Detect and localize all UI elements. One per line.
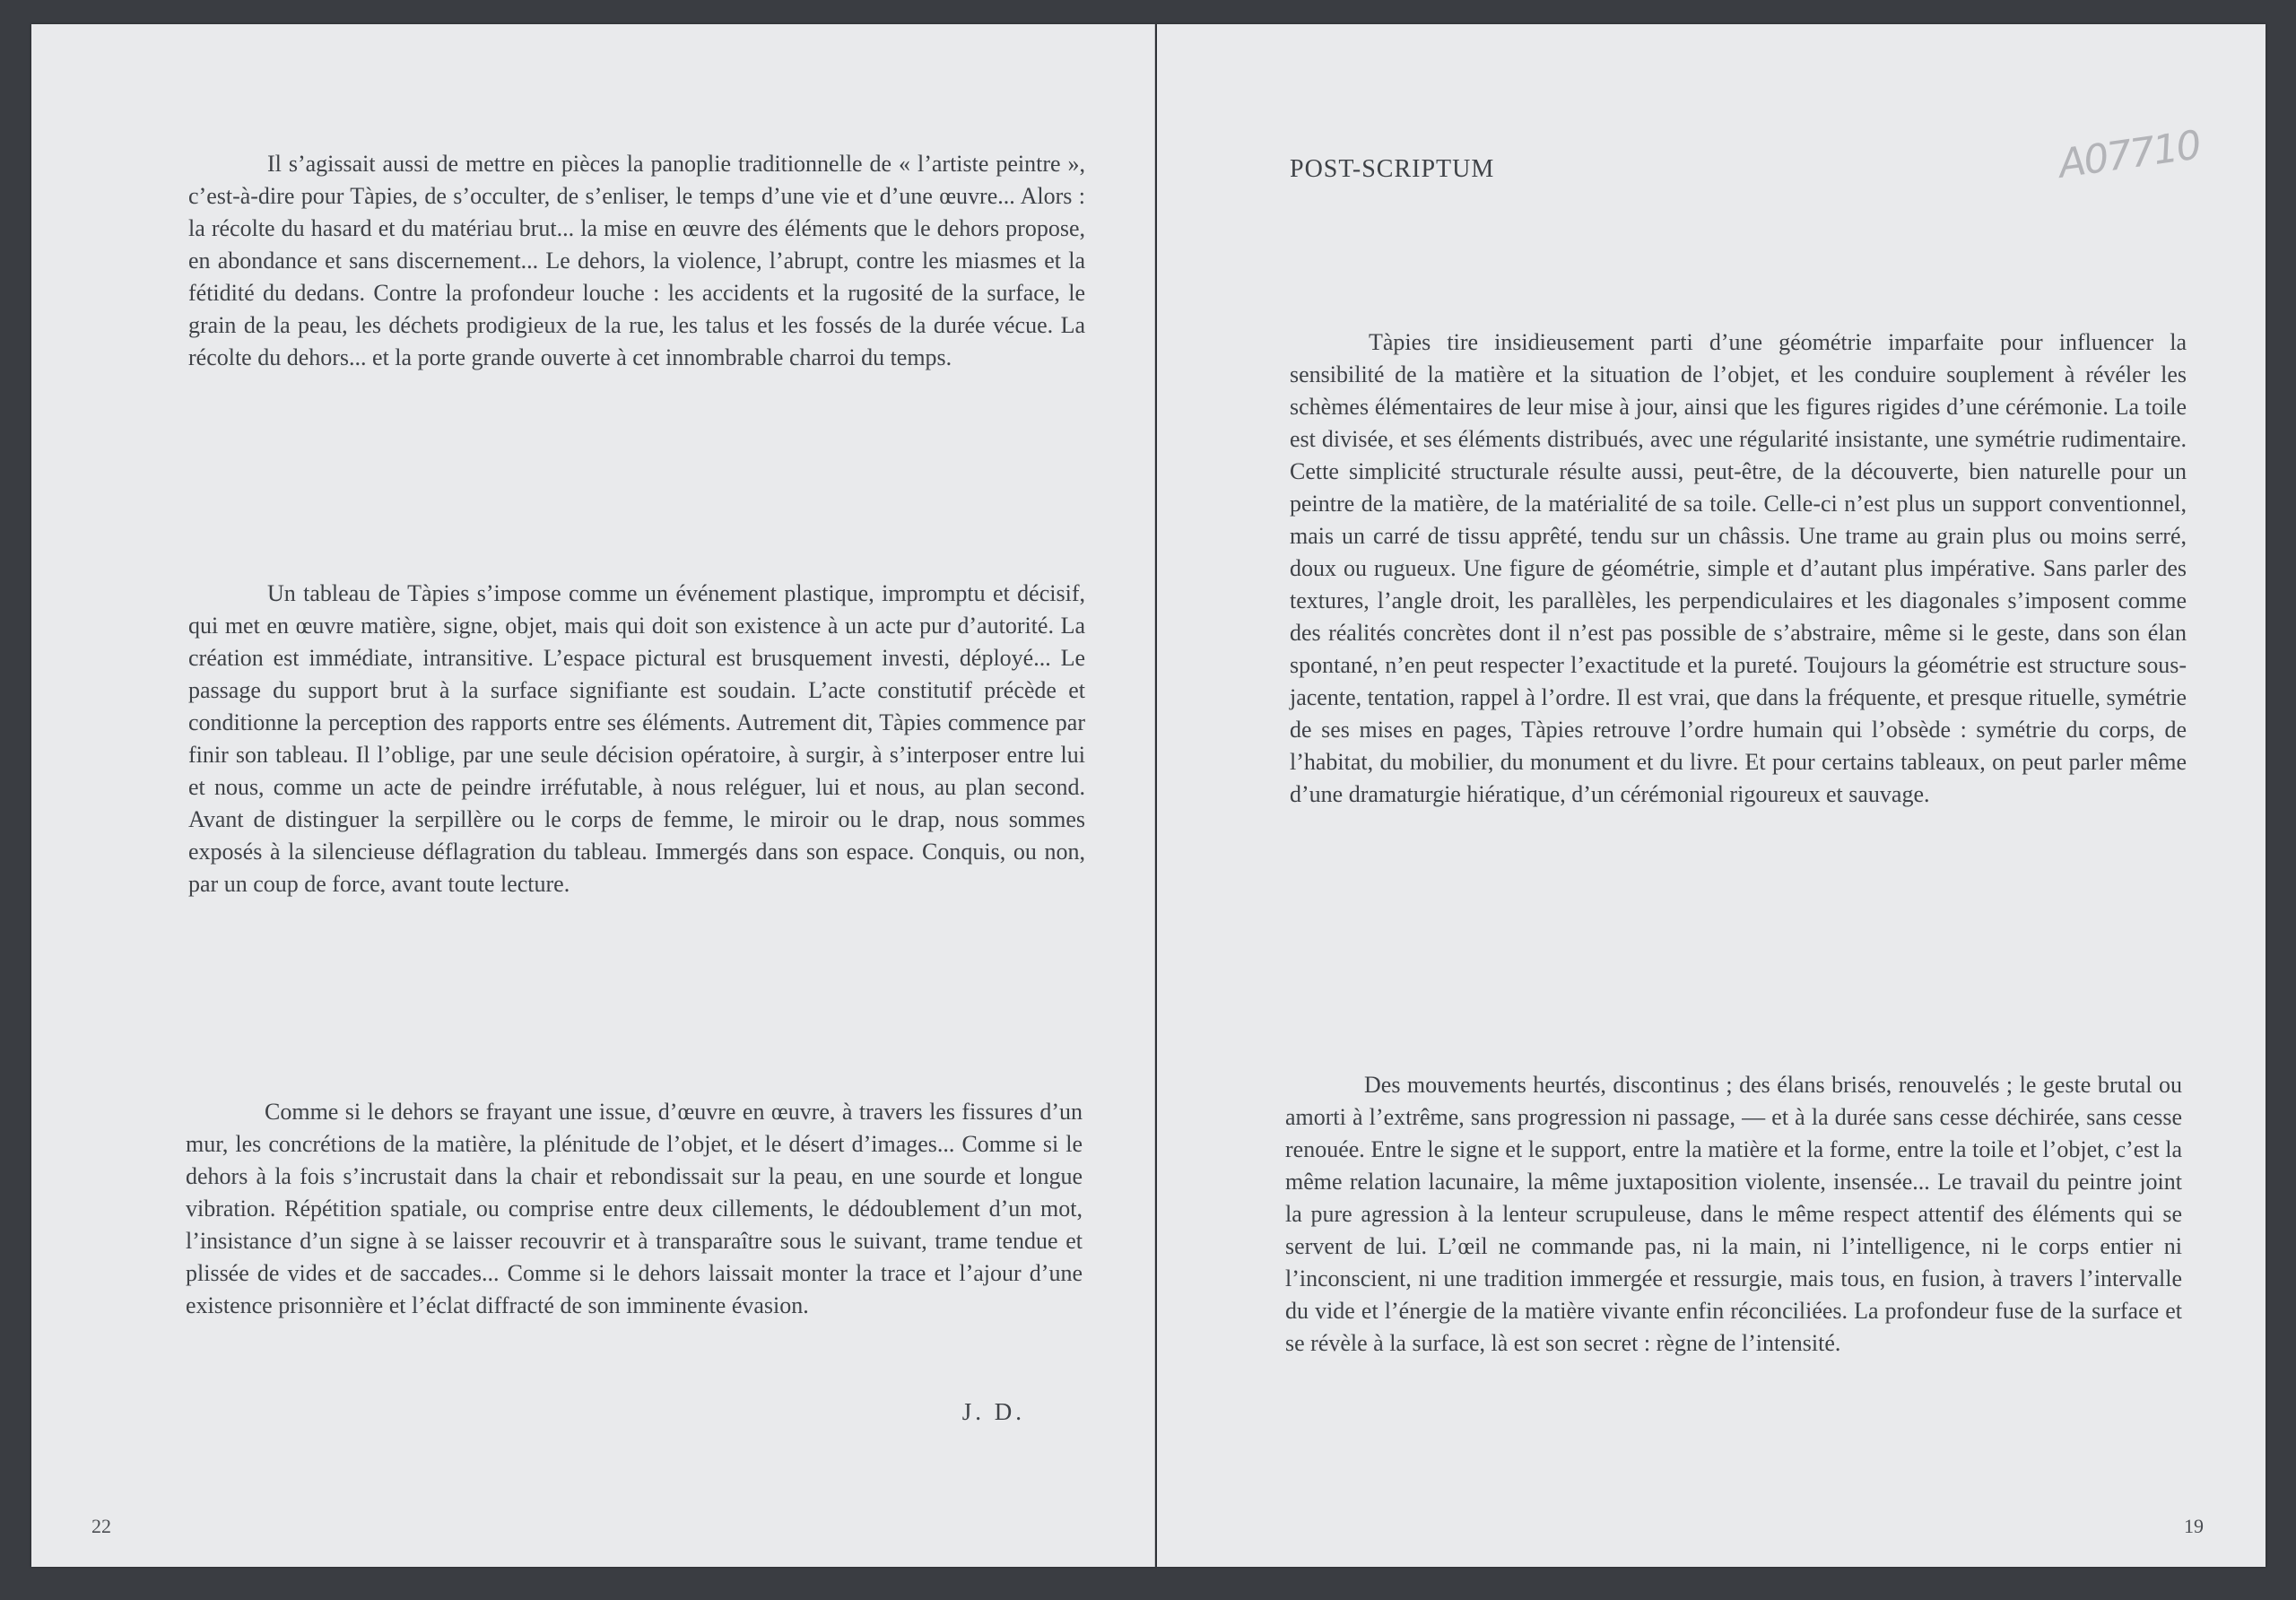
page-number-right: 19	[2184, 1515, 2204, 1537]
right-page	[1157, 24, 2266, 1567]
left-page	[31, 24, 1155, 1567]
left-paragraph-3: Comme si le dehors se frayant une issue, d’œuvre en œuvre, à travers les fissures d’un mur, les concrétions de la matière, la plénitude de l’objet, et le désert d’images... Comme si le dehors à la fois s’incrustait dans la chair et rebondissait sur la peau, en une sourde et longue vibration. Répétition spatiale, ou comprise entre deux cillements, le dédoublement d’un mot, l’insistance d’un signe à se laisser recouvrir et à transparaître sous le suivant, trame tendue et plissée de vides et de saccades... Comme si le dehors laissait monter la trace et l’ajour d’une existence prisonnière et l’éclat diffracté de son imminente évasion.	[186, 1099, 1083, 1318]
author-signature: J. D.	[961, 1398, 1025, 1425]
left-paragraph-1: Il s’agissait aussi de mettre en pièces la panoplie traditionnelle de « l’artiste peintre », c’est-à-dire pour Tàpies, de s’occulter, de s’enliser, le temps d’une vie et d’une œuvre... Alors : la récolte du hasard et du matériau brut... la mise en œuvre des éléments que le dehors propose, en abondance et sans discernement... Le dehors, la violence, l’abrupt, contre les miasmes et la fétidité du dedans. Contre la profondeur louche : les accidents et la rugosité de la surface, le grain de la peau, les déchets prodigieux de la rue, les talus et les fossés de la durée vécue. La récolte du dehors... et la porte grande ouverte à cet innombrable charroi du temps.	[188, 151, 1085, 370]
inventory-mark: A07710	[2056, 122, 2203, 187]
section-title: POST-SCRIPTUM	[1290, 155, 1495, 183]
right-paragraph-1: Tàpies tire insidieusement parti d’une géométrie imparfaite pour influencer la sensibilité de la matière et la situation de l’objet, et les conduire souplement à révéler les schèmes élémentaires de leur mise à jour, ainsi que les figures rigides d’une cérémonie. La toile est divisée, et ses éléments distribués, avec une régularité insistante, une symétrie rudimentaire. Cette simplicité structurale résulte aussi, peut-être, de la découverte, bien naturelle pour un peintre de la matière, de la matérialité de sa toile. Celle-ci n’est plus un support conventionnel, mais un carré de tissu apprêté, tendu sur un châssis. Une trame au grain plus ou moins serré, doux ou rugueux. Une figure de géométrie, simple et d’autant plus impérative. Sans parler des textures, l’angle droit, les parallèles, les perpendiculaires et les diagonales s’imposent comme des réalités concrètes dont il n’est pas possible de s’abstraire, même si le geste, dans son élan spontané, n’en peut respecter l’exactitude et la pureté. Toujours la géométrie est structure sous-jacente, tentation, rappel à l’ordre. Il est vrai, que dans la fréquente, et presque rituelle, symétrie de ses mises en pages, Tàpies retrouve l’ordre humain qui l’obsède : symétrie du corps, de l’habitat, du mobilier, du monument et du livre. Et pour certains tableaux, on peut parler même d’une dramaturgie hiératique, d’un cérémonial rigoureux et sauvage.	[1290, 329, 2187, 807]
right-paragraph-2: Des mouvements heurtés, discontinus ; des élans brisés, renouvelés ; le geste brutal ou amorti à l’extrême, sans progression ni passage, — et à la durée sans cesse déchirée, sans cesse renouée. Entre le signe et le support, entre la matière et la forme, entre la toile et l’objet, c’est la même relation lacunaire, la même juxtaposition violente, insensée... Le travail du peintre joint la pure agression à la lenteur scrupuleuse, dans le même respect attentif des éléments qui se servent de lui. L’œil ne commande pas, ni la main, ni l’intelligence, ni le corps entier ni l’inconscient, ni une tradition immergée et ressurgie, mais tous, en fusion, à travers l’intervalle du vide et l’énergie de la matière vivante enfin réconciliées. La profondeur fuse de la surface et se révèle à la surface, là est son secret : règne de l’intensité.	[1285, 1072, 2182, 1356]
page-number-left: 22	[91, 1515, 111, 1537]
left-paragraph-2: Un tableau de Tàpies s’impose comme un événement plastique, impromptu et décisif, qui met en œuvre matière, signe, objet, mais qui doit son existence à un acte pur d’autorité. La création est immédiate, intransitive. L’espace pictural est brusquement investi, déployé... Le passage du support brut à la surface signifiante est soudain. L’acte constitutif précède et conditionne la perception des rapports entre ses éléments. Autrement dit, Tàpies commence par finir son tableau. Il l’oblige, par une seule décision opératoire, à surgir, à s’interposer entre lui et nous, comme un acte de peindre irréfutable, à nous reléguer, lui et nous, au plan second. Avant de distinguer la serpillère ou le corps de femme, le miroir ou le drap, nous sommes exposés à la silencieuse déflagration du tableau. Immergés dans son espace. Conquis, ou non, par un coup de force, avant toute lecture.	[188, 580, 1085, 897]
